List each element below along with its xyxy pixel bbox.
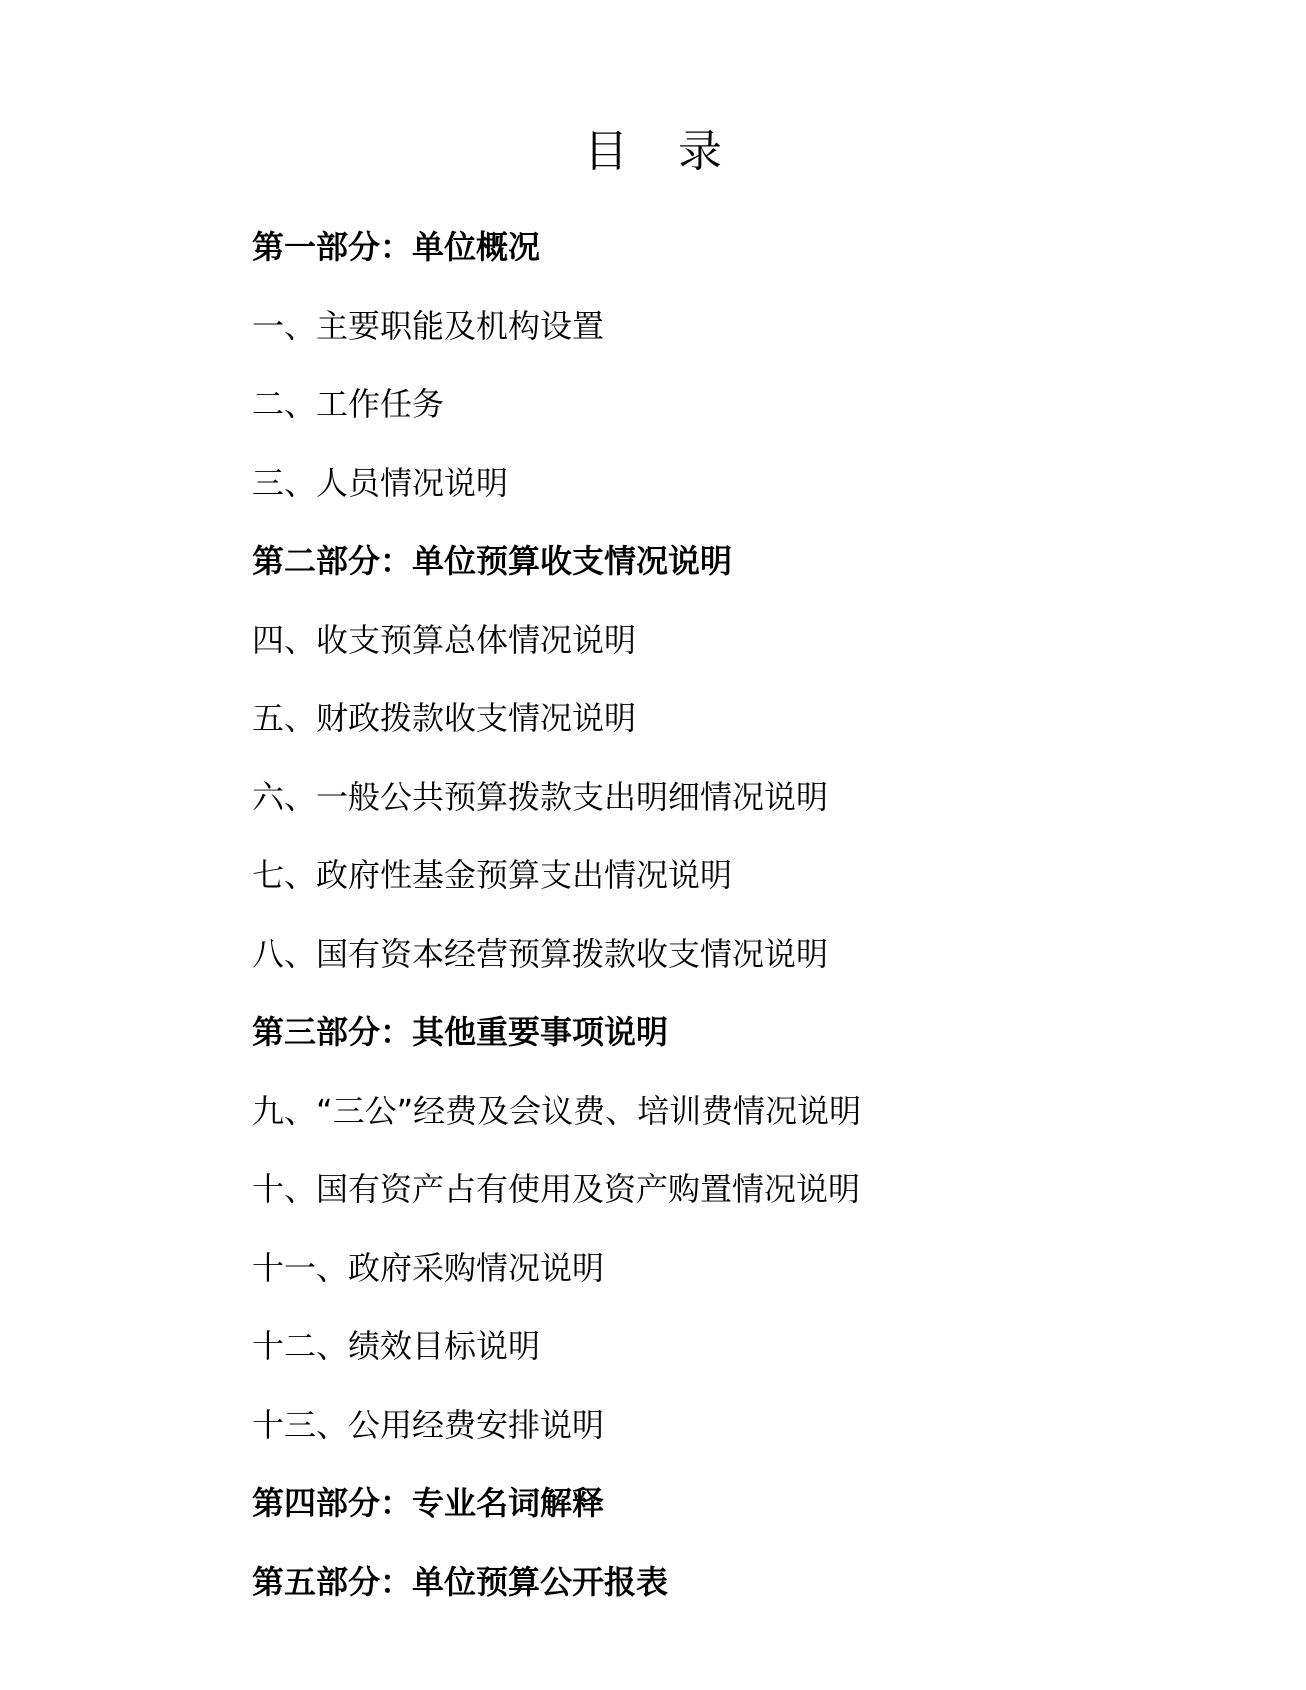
toc-item-12: 十二、绩效目标说明	[252, 1327, 541, 1365]
toc-item-5: 五、财政拨款收支情况说明	[252, 699, 637, 737]
toc-item-7: 七、政府性基金预算支出情况说明	[252, 856, 733, 894]
toc-item-10: 十、国有资产占有使用及资产购置情况说明	[252, 1170, 861, 1208]
toc-item-1: 一、主要职能及机构设置	[252, 306, 605, 345]
toc-item-9: 九、“三公”经费及会议费、培训费情况说明	[252, 1091, 862, 1130]
toc-item-3: 三、人员情况说明	[252, 463, 509, 502]
toc-part-4: 第四部分：专业名词解释	[252, 1484, 605, 1522]
toc-part-1: 第一部分：单位概况	[252, 228, 541, 266]
toc-item-13: 十三、公用经费安排说明	[252, 1405, 605, 1444]
toc-item-2: 二、工作任务	[252, 385, 445, 423]
toc-item-8: 八、国有资本经营预算拨款收支情况说明	[252, 934, 829, 973]
toc-part-2: 第二部分：单位预算收支情况说明	[252, 542, 733, 580]
toc-item-6: 六、一般公共预算拨款支出明细情况说明	[252, 777, 829, 816]
toc-part-5: 第五部分：单位预算公开报表	[252, 1562, 669, 1601]
table-of-contents	[252, 225, 861, 1638]
toc-item-4: 四、收支预算总体情况说明	[252, 620, 637, 659]
page-title: 目 录	[584, 126, 740, 177]
toc-part-3: 第三部分：其他重要事项说明	[252, 1013, 669, 1051]
toc-item-11: 十一、政府采购情况说明	[252, 1248, 605, 1287]
